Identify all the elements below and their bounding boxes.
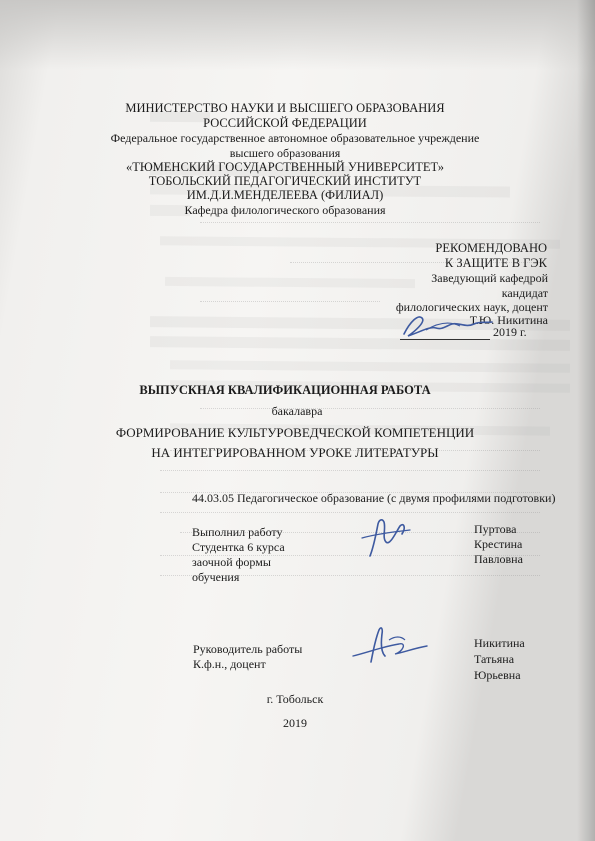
institution-type-line-2: высшего образования [229, 146, 341, 160]
author-label-1: Выполнил работу [192, 525, 283, 539]
author-surname: Пуртова [474, 522, 517, 536]
degree-line-1: кандидат [501, 286, 548, 300]
supervisor-signature [345, 622, 435, 668]
work-type: ВЫПУСКНАЯ КВАЛИФИКАЦИОННАЯ РАБОТА [139, 383, 431, 397]
supervisor-patronymic: Юрьевна [474, 668, 521, 682]
institute-line-1: ТОБОЛЬСКИЙ ПЕДАГОГИЧЕСКИЙ ИНСТИТУТ [148, 174, 422, 188]
author-patronymic: Павловна [474, 552, 523, 566]
supervisor-label-2: К.ф.н., доцент [193, 657, 266, 671]
university-name: «ТЮМЕНСКИЙ ГОСУДАРСТВЕННЫЙ УНИВЕРСИТЕТ» [125, 160, 445, 174]
institution-type-line-1: Федеральное государственное автономное образовательное учреждение [110, 131, 480, 145]
ministry-line-1: МИНИСТЕРСТВО НАУКИ И ВЫСШЕГО ОБРАЗОВАНИЯ [125, 101, 445, 115]
supervisor-label-1: Руководитель работы [193, 642, 303, 656]
approval-signature [396, 304, 496, 344]
topic-line-1: ФОРМИРОВАНИЕ КУЛЬТУРОВЕДЧЕСКОЙ КОМПЕТЕНЦИИ [115, 425, 475, 440]
recommended-label: РЕКОМЕНДОВАНО [435, 241, 547, 255]
author-label-3: заочной формы [192, 555, 271, 569]
degree-level: бакалавра [271, 404, 323, 418]
author-name: Крестина [474, 537, 523, 551]
supervisor-name: Татьяна [474, 652, 515, 666]
topic-line-2: НА ИНТЕГРИРОВАННОМ УРОКЕ ЛИТЕРАТУРЫ [151, 445, 439, 460]
department-name: Кафедра филологического образования [184, 203, 386, 217]
head-of-department-label: Заведующий кафедрой [431, 271, 548, 285]
author-label-4: обучения [192, 570, 240, 584]
city: г. Тобольск [266, 692, 324, 706]
degree-line-2: филологических наук, доцент [395, 300, 548, 314]
author-signature [352, 512, 422, 562]
supervisor-surname: Никитина [474, 636, 525, 650]
institute-line-2: ИМ.Д.И.МЕНДЕЛЕЕВА (ФИЛИАЛ) [186, 188, 384, 202]
author-label-2: Студентка 6 курса [192, 540, 285, 554]
approval-date: 2019 г. [493, 325, 527, 339]
approval-signer: Т.Ю. Никитина [469, 313, 548, 327]
ministry-line-2: РОССИЙСКОЙ ФЕДЕРАЦИИ [203, 116, 367, 130]
to-defense-label: К ЗАЩИТЕ В ГЭК [444, 256, 547, 270]
speciality: 44.03.05 Педагогическое образование (с двумя профилями подготовки) [192, 491, 556, 505]
year: 2019 [283, 716, 307, 730]
